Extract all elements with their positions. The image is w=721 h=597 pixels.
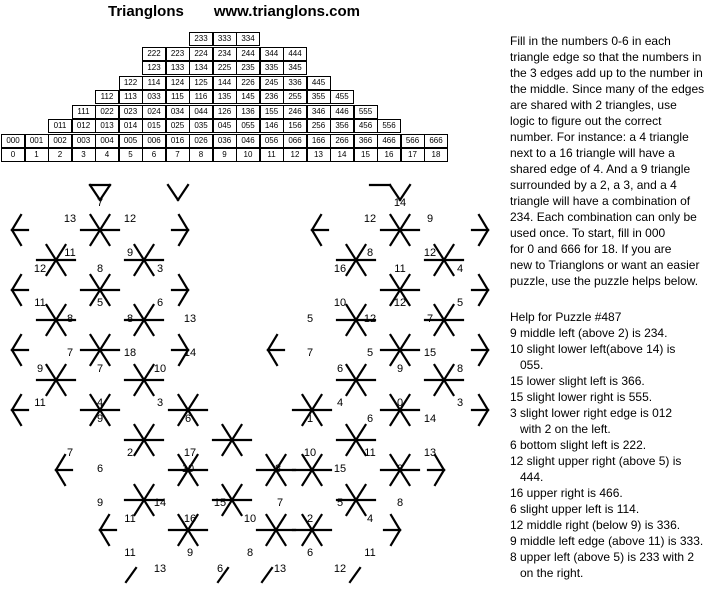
help-line: 15 slight lower right is 555. — [510, 390, 653, 404]
triangle-target-number: 8 — [456, 363, 464, 375]
edge-mark[interactable] — [479, 230, 488, 245]
help-panel — [510, 309, 720, 581]
combination-cell: 114 — [142, 76, 166, 90]
triangle-target-number: 13 — [153, 563, 167, 575]
combination-cell: 045 — [213, 119, 237, 133]
instruction-line: triangle will have a combination of — [510, 194, 691, 208]
edge-mark[interactable] — [479, 350, 488, 365]
combination-cell: 014 — [119, 119, 143, 133]
combination-cell: 345 — [283, 61, 307, 75]
combination-cell: 155 — [260, 105, 284, 119]
combination-cell: 125 — [189, 76, 213, 90]
triangle-target-number: 10 — [153, 363, 167, 375]
instruction-line: used once. To start, fill in 000 — [510, 226, 666, 240]
triangle-target-number: 7 — [306, 347, 314, 359]
combination-cell: 236 — [260, 90, 284, 104]
combination-cell: 122 — [119, 76, 143, 90]
combination-cell: 012 — [72, 119, 96, 133]
triangle-target-number: 8 — [246, 547, 254, 559]
combination-cell: 344 — [260, 47, 284, 61]
instruction-line: 234. Each combination can only be — [510, 210, 697, 224]
triangle-target-number: 9 — [426, 213, 434, 225]
combination-cell: 166 — [307, 134, 331, 148]
edge-mark[interactable] — [178, 185, 188, 200]
triangle-target-number: 6 — [184, 413, 192, 425]
combination-cell: 145 — [236, 90, 260, 104]
edge-mark[interactable] — [100, 515, 109, 530]
instruction-line: next to a 16 triangle will have a — [510, 146, 675, 160]
edge-mark[interactable] — [391, 515, 400, 530]
combination-cell: 001 — [25, 134, 49, 148]
triangle-target-number: 11 — [364, 547, 376, 559]
app-title: Trianglons — [108, 3, 184, 20]
combination-cell: 112 — [95, 90, 119, 104]
edge-mark[interactable] — [479, 290, 488, 305]
sum-label-cell: 4 — [95, 148, 119, 162]
combination-cell: 123 — [142, 61, 166, 75]
edge-mark[interactable] — [126, 568, 136, 582]
combination-cell: 024 — [142, 105, 166, 119]
combination-cell: 246 — [283, 105, 307, 119]
combination-cell: 111 — [72, 105, 96, 119]
edge-mark[interactable] — [268, 335, 277, 350]
help-line: 3 slight lower right edge is 012 — [510, 406, 673, 420]
combination-cell: 346 — [307, 105, 331, 119]
triangle-target-number: 4 — [336, 397, 344, 409]
triangle-target-number: 5 — [96, 297, 104, 309]
triangle-target-number: 6 — [336, 363, 344, 375]
sum-label-cell: 1 — [25, 148, 49, 162]
triangle-target-number: 1 — [306, 413, 314, 425]
edge-mark[interactable] — [350, 568, 360, 582]
triangle-target-number: 4 — [96, 397, 104, 409]
combination-cell: 025 — [166, 119, 190, 133]
combination-cell: 134 — [189, 61, 213, 75]
help-line: 8 upper left (above 5) is 233 with 2 — [510, 550, 695, 564]
combination-cell: 146 — [260, 119, 284, 133]
triangle-target-number: 8 — [366, 247, 374, 259]
edge-mark[interactable] — [12, 290, 21, 305]
edge-mark[interactable] — [179, 275, 188, 290]
triangle-target-number: 11 — [124, 547, 136, 559]
sum-label-cell: 7 — [166, 148, 190, 162]
edge-mark[interactable] — [435, 455, 444, 470]
instruction-line: are shared with 2 triangles, use — [510, 98, 677, 112]
combination-cell: 233 — [189, 32, 213, 46]
combination-cell: 334 — [236, 32, 260, 46]
combination-cell: 666 — [424, 134, 448, 148]
triangle-target-number: 17 — [183, 447, 197, 459]
combination-cell: 035 — [189, 119, 213, 133]
triangle-target-number: 10 — [181, 463, 195, 475]
combination-cell: 336 — [283, 76, 307, 90]
edge-mark[interactable] — [268, 350, 277, 365]
edge-mark[interactable] — [12, 335, 21, 350]
help-title: Help for Puzzle #487 — [510, 310, 622, 324]
combination-cell: 234 — [213, 47, 237, 61]
triangle-target-number: 15 — [333, 463, 347, 475]
edge-mark[interactable] — [479, 335, 488, 350]
sum-label-cell: 8 — [189, 148, 213, 162]
combination-cell: 006 — [142, 134, 166, 148]
triangle-target-number: 3 — [156, 397, 164, 409]
triangle-target-number: 12 — [123, 213, 137, 225]
sum-label-cell: 0 — [1, 148, 25, 162]
combination-cell: 226 — [236, 76, 260, 90]
triangle-target-number: 13 — [273, 563, 287, 575]
help-line: 055. — [520, 358, 544, 372]
combination-cell: 034 — [166, 105, 190, 119]
triangle-target-number: 13 — [183, 313, 197, 325]
sum-label-cell: 10 — [236, 148, 260, 162]
edge-mark[interactable] — [100, 530, 109, 545]
edge-mark[interactable] — [479, 395, 488, 410]
triangle-target-number: 11 — [34, 297, 46, 309]
edge-mark[interactable] — [56, 455, 65, 470]
triangle-target-number: 9 — [396, 363, 404, 375]
instruction-line: logic to figure out the correct — [510, 114, 662, 128]
sum-label-cell: 15 — [354, 148, 378, 162]
combination-cell: 355 — [307, 90, 331, 104]
combination-cell: 011 — [48, 119, 72, 133]
edge-mark[interactable] — [479, 215, 488, 230]
triangle-target-number: 12 — [363, 213, 377, 225]
triangle-target-number: 15 — [423, 347, 437, 359]
triangle-target-number: 0 — [396, 397, 404, 409]
triangle-target-number: 13 — [63, 213, 77, 225]
triangle-target-number: 8 — [396, 497, 404, 509]
combination-cell: 005 — [119, 134, 143, 148]
combination-cell: 244 — [236, 47, 260, 61]
combination-cell: 116 — [189, 90, 213, 104]
triangle-target-number: 9 — [36, 363, 44, 375]
help-line: 12 slight upper right (above 5) is — [510, 454, 682, 468]
combination-cell: 456 — [354, 119, 378, 133]
instruction-line: triangle edge so that the numbers in — [510, 50, 702, 64]
triangle-target-number: 7 — [96, 363, 104, 375]
combination-cell: 000 — [1, 134, 25, 148]
help-line: 12 middle right (below 9) is 336. — [510, 518, 681, 532]
triangle-target-number: 11 — [34, 397, 46, 409]
triangle-target-number: 5 — [306, 313, 314, 325]
triangle-target-number: 8 — [66, 313, 74, 325]
triangle-target-number: 8 — [96, 263, 104, 275]
triangle-target-number: 2 — [126, 447, 134, 459]
instruction-line: the 3 edges add up to the number in — [510, 66, 703, 80]
help-line: on the right. — [520, 566, 584, 580]
combination-cell: 023 — [119, 105, 143, 119]
combination-cell: 245 — [260, 76, 284, 90]
triangle-target-number: 7 — [426, 313, 434, 325]
combination-cell: 466 — [377, 134, 401, 148]
triangle-target-number: 3 — [156, 263, 164, 275]
combination-cell: 455 — [330, 90, 354, 104]
combination-cell: 135 — [213, 90, 237, 104]
edge-mark[interactable] — [435, 470, 444, 485]
combination-cell: 002 — [48, 134, 72, 148]
sum-label-cell: 5 — [119, 148, 143, 162]
combination-cell: 056 — [260, 134, 284, 148]
triangle-target-number: 8 — [274, 463, 282, 475]
triangle-target-number: 10 — [303, 447, 317, 459]
triangle-target-number: 5 — [456, 297, 464, 309]
combination-cell: 046 — [236, 134, 260, 148]
combination-cell: 555 — [354, 105, 378, 119]
combination-cell: 133 — [166, 61, 190, 75]
triangle-target-number: 12 — [423, 247, 437, 259]
triangle-target-number: 6 — [156, 297, 164, 309]
edge-mark[interactable] — [179, 215, 188, 230]
combination-cell: 255 — [283, 90, 307, 104]
help-line: 10 slight lower left(above 14) is — [510, 342, 676, 356]
triangle-target-number: 11 — [394, 263, 406, 275]
combination-cell: 235 — [236, 61, 260, 75]
instruction-line: for 0 and 666 for 18. If you are — [510, 242, 672, 256]
edge-mark[interactable] — [479, 410, 488, 425]
instruction-line: number. For instance: a 4 triangle — [510, 130, 689, 144]
edge-mark[interactable] — [168, 185, 178, 200]
triangle-target-number: 5 — [336, 497, 344, 509]
triangle-target-number: 10 — [333, 297, 347, 309]
edge-mark[interactable] — [12, 275, 21, 290]
triangle-target-number: 11 — [124, 513, 136, 525]
triangle-target-number: 4 — [366, 513, 374, 525]
sum-label-cell: 18 — [424, 148, 448, 162]
triangle-target-number: 7 — [276, 497, 284, 509]
triangle-target-number: 14 — [393, 197, 407, 209]
combination-cell: 335 — [260, 61, 284, 75]
edge-mark[interactable] — [12, 410, 21, 425]
edge-mark[interactable] — [179, 290, 188, 305]
sum-label-cell: 9 — [213, 148, 237, 162]
triangle-target-number: 16 — [183, 513, 197, 525]
triangle-target-number: 12 — [363, 313, 377, 325]
combination-cell: 224 — [189, 47, 213, 61]
help-line: 16 upper right is 466. — [510, 486, 623, 500]
combination-cell: 445 — [307, 76, 331, 90]
triangle-target-number: 12 — [333, 563, 347, 575]
sum-label-cell: 13 — [307, 148, 331, 162]
triangle-target-number: 11 — [364, 447, 376, 459]
triangle-target-number: 12 — [393, 297, 407, 309]
help-line: 9 middle left (above 2) is 234. — [510, 326, 668, 340]
triangle-target-number: 6 — [306, 547, 314, 559]
triangle-target-number: 6 — [216, 563, 224, 575]
combination-cell: 566 — [401, 134, 425, 148]
instruction-line: shared edge of 4. And a 9 triangle — [510, 162, 691, 176]
triangle-target-number: 7 — [96, 197, 104, 209]
triangle-target-number: 16 — [333, 263, 347, 275]
sum-label-cell: 3 — [72, 148, 96, 162]
combination-cell: 055 — [236, 119, 260, 133]
combination-cell: 022 — [95, 105, 119, 119]
combination-cell: 156 — [283, 119, 307, 133]
sum-label-cell: 11 — [260, 148, 284, 162]
combination-cell: 223 — [166, 47, 190, 61]
triangle-target-number: 6 — [366, 413, 374, 425]
combination-cell: 556 — [377, 119, 401, 133]
edge-mark[interactable] — [312, 215, 321, 230]
instructions-text — [510, 33, 718, 289]
triangle-target-number: 14 — [423, 413, 437, 425]
trianglon-puzzle-board[interactable] — [0, 170, 500, 597]
combination-cell: 124 — [166, 76, 190, 90]
instruction-line: new to Trianglons or want an easier — [510, 258, 700, 272]
sum-label-cell: 17 — [401, 148, 425, 162]
triangle-target-number: 13 — [423, 447, 437, 459]
combination-cell: 444 — [283, 47, 307, 61]
edge-mark[interactable] — [12, 230, 21, 245]
sum-label-cell: 12 — [283, 148, 307, 162]
triangle-target-number: 12 — [33, 263, 47, 275]
combination-cell: 366 — [354, 134, 378, 148]
combination-cell: 446 — [330, 105, 354, 119]
help-line: 9 middle left edge (above 11) is 333. — [510, 534, 704, 548]
help-line: with 2 on the left. — [520, 422, 611, 436]
site-url: www.trianglons.com — [213, 3, 360, 20]
sum-label-cell: 2 — [48, 148, 72, 162]
combination-cell: 144 — [213, 76, 237, 90]
combination-cell: 222 — [142, 47, 166, 61]
triangle-target-number: 3 — [396, 463, 404, 475]
edge-mark[interactable] — [12, 215, 21, 230]
triangle-target-number: 14 — [183, 347, 197, 359]
combination-cell: 044 — [189, 105, 213, 119]
edge-mark[interactable] — [12, 350, 21, 365]
edge-mark[interactable] — [56, 470, 65, 485]
triangle-target-number: 9 — [186, 547, 194, 559]
combination-cell: 004 — [95, 134, 119, 148]
triangle-target-number: 9 — [126, 247, 134, 259]
instruction-line: puzzle, use the puzzle helps below. — [510, 274, 699, 288]
triangle-target-number: 7 — [66, 447, 74, 459]
edge-mark[interactable] — [391, 530, 400, 545]
triangle-target-number: 3 — [456, 397, 464, 409]
combination-cell: 026 — [189, 134, 213, 148]
instruction-line: Fill in the numbers 0-6 in each — [510, 34, 671, 48]
triangle-target-number: 8 — [126, 313, 134, 325]
combination-cell: 015 — [142, 119, 166, 133]
edge-mark[interactable] — [262, 568, 272, 582]
combination-cell: 356 — [330, 119, 354, 133]
sum-label-cell: 6 — [142, 148, 166, 162]
triangle-target-number: 4 — [456, 263, 464, 275]
triangle-target-number: 9 — [96, 497, 104, 509]
help-line: 444. — [520, 470, 544, 484]
triangle-target-number: 11 — [64, 247, 76, 259]
edge-mark[interactable] — [179, 230, 188, 245]
combination-cell: 266 — [330, 134, 354, 148]
edge-mark[interactable] — [12, 395, 21, 410]
triangle-target-number: 2 — [306, 513, 314, 525]
combination-cell: 013 — [95, 119, 119, 133]
help-line: 6 bottom slight left is 222. — [510, 438, 647, 452]
sum-label-cell: 16 — [377, 148, 401, 162]
triangle-target-number: 14 — [153, 497, 167, 509]
triangle-target-number: 7 — [66, 347, 74, 359]
instruction-line: surrounded by a 2, a 3, and a 4 — [510, 178, 677, 192]
triangle-target-number: 5 — [366, 347, 374, 359]
combination-cell: 136 — [236, 105, 260, 119]
combination-cell: 036 — [213, 134, 237, 148]
sum-label-cell: 14 — [330, 148, 354, 162]
combination-cell: 003 — [72, 134, 96, 148]
page-title — [108, 3, 360, 20]
combination-cell: 113 — [119, 90, 143, 104]
combination-cell: 256 — [307, 119, 331, 133]
triangle-target-number: 18 — [123, 347, 137, 359]
edge-mark[interactable] — [479, 275, 488, 290]
combination-cell: 066 — [283, 134, 307, 148]
help-line: 6 slight upper left is 114. — [510, 502, 640, 516]
triangle-target-number: 6 — [96, 463, 104, 475]
combination-cell: 126 — [213, 105, 237, 119]
instruction-line: the middle. Since many of the edges — [510, 82, 705, 96]
combination-cell: 115 — [166, 90, 190, 104]
edge-mark[interactable] — [312, 230, 321, 245]
combination-cell: 333 — [213, 32, 237, 46]
triangle-target-number: 9 — [96, 413, 104, 425]
combination-cell: 016 — [166, 134, 190, 148]
combination-cell: 225 — [213, 61, 237, 75]
triangle-target-number: 10 — [243, 513, 257, 525]
triangle-target-number: 15 — [213, 497, 227, 509]
help-line: 15 lower slight left is 366. — [510, 374, 645, 388]
combination-cell: 033 — [142, 90, 166, 104]
